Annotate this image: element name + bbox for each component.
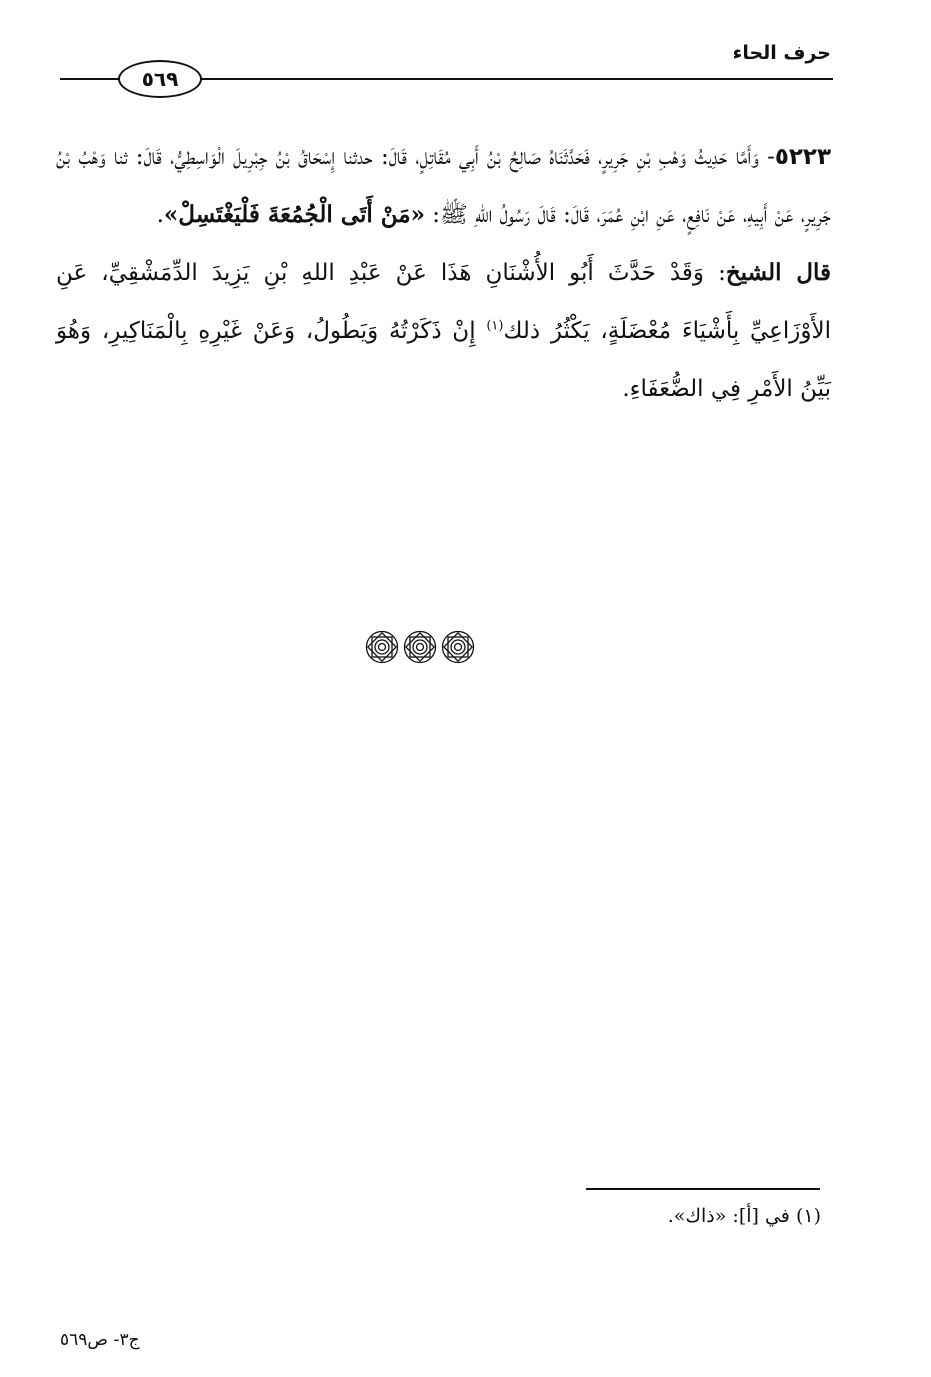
sheikh-comment <box>56 244 831 418</box>
page-number: ٥٦٩ <box>141 67 179 91</box>
ornament-icon <box>441 630 475 664</box>
volume-page-reference: ج٣- ص٥٦٩ <box>60 1330 140 1350</box>
footnote-rule <box>586 1188 820 1190</box>
hadith-entry <box>56 128 831 244</box>
hadith-quote: «مَنْ أَتَى الْجُمُعَةَ فَلْيَغْتَسِلْ» <box>163 201 425 228</box>
footnote <box>668 1205 821 1227</box>
comment-speaker: قال الشيخ <box>725 259 831 286</box>
entry-text: - وَأَمَّا حَدِيثُ وَهْبِ بْنِ جَرِيرٍ، فَحَدَّثَنَاهُ صَالِحُ بْنُ أَبِي مُقَاتِلٍ، قَالَ: حدثنا إِسْحَاقُ بْنُ جِبْرِيلَ الْوَاسِطِيُّ، قَالَ: ثنا وَهْبُ بْنُ جَرِيرٍ، عَنْ أَبِيهِ، عَنْ نَافِعٍ، عَنِ ابْنِ عُمَرَ، قَالَ: قَالَ رَسُولُ اللهِ ﷺ: <box>56 144 831 228</box>
footnote-text: في [أ]: «ذاك». <box>667 1205 790 1227</box>
entry-end: . <box>156 202 164 228</box>
section-divider-ornaments <box>365 630 475 664</box>
entry-number: ٥٢٢٣ <box>774 144 831 170</box>
main-text <box>56 128 831 418</box>
ornament-icon <box>403 630 437 664</box>
ornament-icon <box>365 630 399 664</box>
running-header-title: حرف الحاء <box>732 42 831 64</box>
page-number-badge <box>118 60 202 98</box>
footnote-marker: (١) <box>486 318 504 334</box>
footnote-number: (١) <box>795 1205 821 1227</box>
comment-text: : وَقَدْ حَدَّثَ أَبُو الأُشْنَانِ هَذَا عَنْ عَبْدِ اللهِ بْنِ يَزِيدَ الدِّمَشْقِيِّ، عَنِ الأَوْزَاعِيِّ بِأَشْيَاءَ مُعْضَلَةٍ، يَكْثُرُ ذلك <box>56 260 832 344</box>
comment-text-continued: إِنْ ذَكَرْتُهُ وَيَطُولُ، وَعَنْ غَيْرِهِ بِالْمَنَاكِيرِ، وَهُوَ بَيِّنُ الأَمْرِ فِي الضُّعَفَاءِ. <box>56 318 831 402</box>
